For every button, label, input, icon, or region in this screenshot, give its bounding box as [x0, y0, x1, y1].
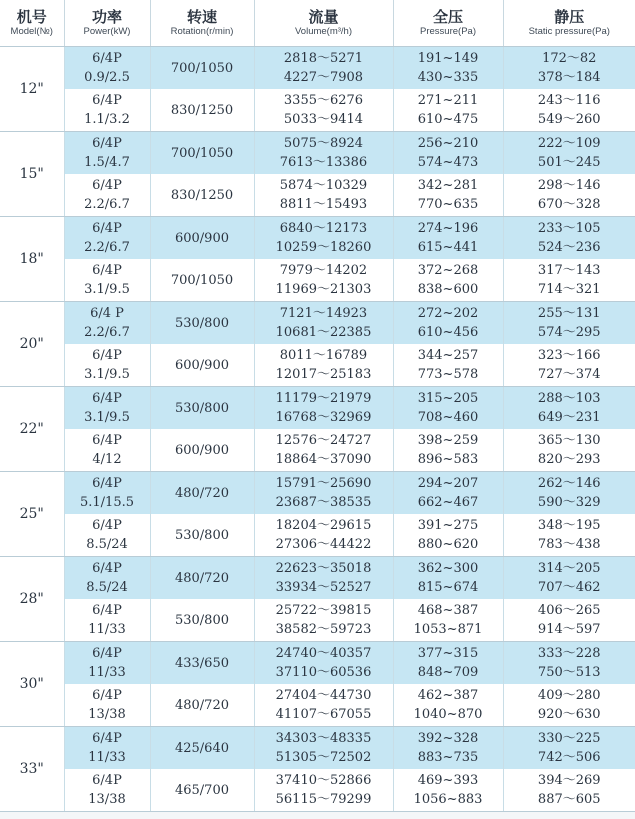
static-pressure-value: 727～374 [537, 367, 601, 382]
rotation-cell: 600/900 [150, 217, 254, 260]
rotation-cell: 480/720 [150, 557, 254, 600]
volume-value: 27306～44422 [275, 537, 372, 552]
power-value: 6/4P [92, 93, 122, 108]
header-pressure: 全压 Pressure(Pa) [393, 0, 503, 47]
volume-value: 15791～25690 [275, 476, 372, 491]
volume-value: 12576～24727 [275, 433, 372, 448]
table-row [0, 642, 635, 685]
static-pressure-value: 243～116 [537, 93, 601, 108]
static-pressure-cell [503, 429, 635, 472]
volume-value: 11179～21979 [275, 391, 372, 406]
static-pressure-cell [503, 472, 635, 515]
volume-value: 7979～14202 [279, 263, 368, 278]
static-pressure-value: 409～280 [537, 688, 601, 703]
power-cell [64, 769, 150, 812]
volume-value: 10681～22385 [275, 325, 372, 340]
power-value: 6/4P [92, 731, 122, 746]
power-cell [64, 727, 150, 770]
model-cell: 20" [0, 302, 64, 387]
power-value: 6/4P [92, 136, 122, 151]
pressure-value: 1056~883 [413, 792, 483, 807]
static-pressure-value: 820～293 [537, 452, 601, 467]
static-pressure-cell [503, 684, 635, 727]
pressure-value: 398~259 [417, 433, 479, 448]
pressure-value: 391~275 [417, 518, 479, 533]
volume-value: 6840～12173 [279, 221, 368, 236]
static-pressure-value: 574～295 [537, 325, 601, 340]
rotation-cell: 700/1050 [150, 132, 254, 175]
table-row [0, 47, 635, 90]
power-cell [64, 642, 150, 685]
power-cell [64, 514, 150, 557]
power-cell [64, 132, 150, 175]
power-value: 6/4P [92, 646, 122, 661]
volume-value: 4227～7908 [283, 70, 364, 85]
power-value: 13/38 [88, 707, 126, 722]
pressure-value: 294~207 [417, 476, 479, 491]
static-pressure-value: 750～513 [537, 665, 601, 680]
static-pressure-value: 590～329 [537, 495, 601, 510]
pressure-cell [393, 599, 503, 642]
pressure-value: 770~635 [417, 197, 479, 212]
table-header [0, 0, 635, 47]
volume-value: 37110～60536 [275, 665, 372, 680]
volume-cell [254, 302, 393, 345]
power-value: 6/4P [92, 688, 122, 703]
power-value: 8.5/24 [86, 580, 128, 595]
pressure-cell [393, 217, 503, 260]
volume-cell [254, 684, 393, 727]
static-pressure-cell [503, 259, 635, 302]
static-pressure-cell [503, 217, 635, 260]
pressure-value: 880~620 [417, 537, 479, 552]
pressure-cell [393, 47, 503, 90]
power-value: 5.1/15.5 [80, 495, 134, 510]
rotation-cell: 530/800 [150, 599, 254, 642]
header-power: 功率 Power(kW) [64, 0, 150, 47]
pressure-value: 662~467 [417, 495, 479, 510]
static-pressure-cell [503, 174, 635, 217]
power-value: 6/4P [92, 476, 122, 491]
static-pressure-value: 707～462 [537, 580, 601, 595]
table-row [0, 174, 635, 217]
table-row [0, 557, 635, 600]
rotation-cell: 425/640 [150, 727, 254, 770]
static-pressure-cell [503, 344, 635, 387]
table-body [0, 47, 635, 812]
pressure-cell [393, 259, 503, 302]
volume-cell [254, 642, 393, 685]
volume-value: 27404～44730 [275, 688, 372, 703]
static-pressure-value: 887～605 [537, 792, 601, 807]
table-row [0, 259, 635, 302]
power-value: 6/4P [92, 348, 122, 363]
power-cell [64, 472, 150, 515]
volume-cell [254, 217, 393, 260]
pressure-cell [393, 557, 503, 600]
volume-value: 24740～40357 [275, 646, 372, 661]
pressure-cell [393, 472, 503, 515]
pressure-value: 272~202 [417, 306, 479, 321]
power-value: 11/33 [88, 665, 126, 680]
pressure-cell [393, 684, 503, 727]
volume-value: 37410～52866 [275, 773, 372, 788]
volume-cell [254, 514, 393, 557]
model-cell: 33" [0, 727, 64, 812]
pressure-value: 430~335 [417, 70, 479, 85]
pressure-value: 468~387 [417, 603, 479, 618]
power-cell [64, 599, 150, 642]
power-cell [64, 302, 150, 345]
power-cell [64, 89, 150, 132]
static-pressure-value: 323～166 [537, 348, 601, 363]
volume-cell [254, 344, 393, 387]
static-pressure-value: 317～143 [537, 263, 601, 278]
model-cell: 15" [0, 132, 64, 217]
pressure-cell [393, 429, 503, 472]
model-cell: 18" [0, 217, 64, 302]
volume-cell [254, 89, 393, 132]
static-pressure-value: 394～269 [537, 773, 601, 788]
power-value: 11/33 [88, 750, 126, 765]
rotation-cell: 530/800 [150, 514, 254, 557]
power-cell [64, 259, 150, 302]
static-pressure-value: 330～225 [537, 731, 601, 746]
static-pressure-value: 288～103 [537, 391, 601, 406]
power-value: 6/4P [92, 518, 122, 533]
static-pressure-cell [503, 557, 635, 600]
rotation-cell: 830/1250 [150, 89, 254, 132]
static-pressure-value: 670～328 [537, 197, 601, 212]
pressure-cell [393, 132, 503, 175]
pressure-value: 896~583 [417, 452, 479, 467]
table-row [0, 302, 635, 345]
header-model: 机号 Model(№) [0, 0, 64, 47]
pressure-value: 773~578 [417, 367, 479, 382]
table-row [0, 514, 635, 557]
table-row [0, 599, 635, 642]
table-row [0, 387, 635, 430]
pressure-value: 469~393 [417, 773, 479, 788]
volume-value: 10259～18260 [275, 240, 372, 255]
pressure-value: 256~210 [417, 136, 479, 151]
pressure-value: 377~315 [417, 646, 479, 661]
pressure-value: 838~600 [417, 282, 479, 297]
pressure-value: 574~473 [417, 155, 479, 170]
volume-cell [254, 387, 393, 430]
pressure-cell [393, 514, 503, 557]
power-value: 11/33 [88, 622, 126, 637]
pressure-value: 274~196 [417, 221, 479, 236]
static-pressure-cell [503, 132, 635, 175]
static-pressure-value: 914～597 [537, 622, 601, 637]
static-pressure-value: 549～260 [537, 112, 601, 127]
table-row [0, 132, 635, 175]
power-value: 2.2/6.7 [84, 197, 130, 212]
static-pressure-value: 348～195 [537, 518, 601, 533]
pressure-cell [393, 727, 503, 770]
static-pressure-value: 649～231 [537, 410, 601, 425]
volume-value: 2818～5271 [283, 51, 364, 66]
pressure-value: 315~205 [417, 391, 479, 406]
static-pressure-value: 314～205 [537, 561, 601, 576]
rotation-cell: 700/1050 [150, 259, 254, 302]
power-cell [64, 684, 150, 727]
static-pressure-value: 172～82 [542, 51, 597, 66]
power-value: 6/4 P [90, 306, 124, 321]
static-pressure-cell [503, 89, 635, 132]
pressure-value: 815~674 [417, 580, 479, 595]
static-pressure-cell [503, 302, 635, 345]
volume-value: 22623～35018 [275, 561, 372, 576]
power-value: 8.5/24 [86, 537, 128, 552]
power-cell [64, 344, 150, 387]
pressure-cell [393, 387, 503, 430]
pressure-cell [393, 174, 503, 217]
pressure-value: 1040~870 [413, 707, 483, 722]
header-rotation: 转速 Rotation(r/min) [150, 0, 254, 47]
power-value: 6/4P [92, 433, 122, 448]
volume-value: 8011～16789 [279, 348, 368, 363]
volume-value: 18204～29615 [275, 518, 372, 533]
static-pressure-value: 378～184 [537, 70, 601, 85]
volume-value: 3355～6276 [283, 93, 364, 108]
static-pressure-cell [503, 47, 635, 90]
power-cell [64, 217, 150, 260]
rotation-cell: 830/1250 [150, 174, 254, 217]
model-cell: 30" [0, 642, 64, 727]
pressure-value: 610~475 [417, 112, 479, 127]
power-value: 6/4P [92, 221, 122, 236]
model-cell: 28" [0, 557, 64, 642]
power-cell [64, 429, 150, 472]
static-pressure-value: 524～236 [537, 240, 601, 255]
rotation-cell: 700/1050 [150, 47, 254, 90]
volume-cell [254, 132, 393, 175]
volume-value: 51305～72502 [275, 750, 372, 765]
power-value: 3.1/9.5 [84, 367, 130, 382]
static-pressure-value: 501～245 [537, 155, 601, 170]
static-pressure-value: 783～438 [537, 537, 601, 552]
power-value: 1.1/3.2 [84, 112, 130, 127]
power-value: 6/4P [92, 263, 122, 278]
static-pressure-cell [503, 727, 635, 770]
power-cell [64, 47, 150, 90]
power-value: 6/4P [92, 178, 122, 193]
static-pressure-cell [503, 642, 635, 685]
volume-value: 16768～32969 [275, 410, 372, 425]
volume-cell [254, 557, 393, 600]
model-cell: 25" [0, 472, 64, 557]
pressure-value: 610~456 [417, 325, 479, 340]
volume-value: 11969～21303 [275, 282, 372, 297]
pressure-value: 462~387 [417, 688, 479, 703]
volume-value: 5033～9414 [283, 112, 364, 127]
power-value: 4/12 [92, 452, 122, 467]
static-pressure-cell [503, 599, 635, 642]
power-value: 6/4P [92, 603, 122, 618]
static-pressure-value: 742～506 [537, 750, 601, 765]
pressure-cell [393, 769, 503, 812]
power-value: 3.1/9.5 [84, 410, 130, 425]
rotation-cell: 480/720 [150, 472, 254, 515]
power-value: 13/38 [88, 792, 126, 807]
volume-value: 18864～37090 [275, 452, 372, 467]
pressure-value: 362~300 [417, 561, 479, 576]
volume-value: 7613～13386 [279, 155, 368, 170]
static-pressure-cell [503, 514, 635, 557]
pressure-value: 708~460 [417, 410, 479, 425]
power-value: 6/4P [92, 51, 122, 66]
volume-value: 7121～14923 [279, 306, 368, 321]
pressure-value: 372~268 [417, 263, 479, 278]
power-value: 6/4P [92, 561, 122, 576]
pressure-value: 342~281 [417, 178, 479, 193]
header-volume: 流量 Volume(m³/h) [254, 0, 393, 47]
table-row [0, 769, 635, 812]
table-row [0, 727, 635, 770]
model-cell: 12" [0, 47, 64, 132]
table-row [0, 684, 635, 727]
volume-value: 25722～39815 [275, 603, 372, 618]
pressure-cell [393, 344, 503, 387]
pressure-cell [393, 642, 503, 685]
table-row [0, 89, 635, 132]
pressure-value: 883~735 [417, 750, 479, 765]
pressure-value: 392~328 [417, 731, 479, 746]
rotation-cell: 480/720 [150, 684, 254, 727]
pressure-value: 615~441 [417, 240, 479, 255]
power-value: 2.2/6.7 [84, 240, 130, 255]
power-value: 6/4P [92, 391, 122, 406]
static-pressure-value: 365～130 [537, 433, 601, 448]
power-value: 6/4P [92, 773, 122, 788]
static-pressure-value: 262～146 [537, 476, 601, 491]
volume-value: 56115～79299 [275, 792, 372, 807]
model-cell: 22" [0, 387, 64, 472]
rotation-cell: 600/900 [150, 429, 254, 472]
volume-value: 5874～10329 [279, 178, 368, 193]
power-value: 0.9/2.5 [84, 70, 130, 85]
volume-cell [254, 599, 393, 642]
volume-cell [254, 174, 393, 217]
rotation-cell: 465/700 [150, 769, 254, 812]
static-pressure-value: 714～321 [537, 282, 601, 297]
static-pressure-value: 298～146 [537, 178, 601, 193]
volume-value: 12017～25183 [275, 367, 372, 382]
volume-value: 33934～52527 [275, 580, 372, 595]
pressure-value: 1053~871 [413, 622, 483, 637]
power-value: 3.1/9.5 [84, 282, 130, 297]
pressure-value: 848~709 [417, 665, 479, 680]
power-value: 1.5/4.7 [84, 155, 130, 170]
pressure-value: 191~149 [417, 51, 479, 66]
table-row [0, 472, 635, 515]
rotation-cell: 530/800 [150, 387, 254, 430]
volume-value: 41107～67055 [275, 707, 372, 722]
static-pressure-value: 222～109 [537, 136, 601, 151]
pressure-cell [393, 302, 503, 345]
static-pressure-value: 255～131 [537, 306, 601, 321]
header-static-pressure: 静压 Static pressure(Pa) [503, 0, 635, 47]
rotation-cell: 433/650 [150, 642, 254, 685]
static-pressure-value: 920～630 [537, 707, 601, 722]
power-cell [64, 387, 150, 430]
power-value: 2.2/6.7 [84, 325, 130, 340]
static-pressure-value: 333～228 [537, 646, 601, 661]
volume-value: 5075～8924 [283, 136, 364, 151]
pressure-value: 344~257 [417, 348, 479, 363]
volume-cell [254, 727, 393, 770]
power-cell [64, 174, 150, 217]
volume-value: 38582～59723 [275, 622, 372, 637]
volume-value: 23687～38535 [275, 495, 372, 510]
table-row [0, 344, 635, 387]
static-pressure-value: 233～105 [537, 221, 601, 236]
pressure-cell [393, 89, 503, 132]
static-pressure-cell [503, 769, 635, 812]
table-row [0, 429, 635, 472]
volume-cell [254, 769, 393, 812]
static-pressure-value: 406～265 [537, 603, 601, 618]
static-pressure-cell [503, 387, 635, 430]
pressure-value: 271~211 [417, 93, 479, 108]
volume-value: 34303～48335 [275, 731, 372, 746]
power-cell [64, 557, 150, 600]
volume-cell [254, 259, 393, 302]
table-row [0, 217, 635, 260]
volume-cell [254, 47, 393, 90]
rotation-cell: 530/800 [150, 302, 254, 345]
volume-value: 8811～15493 [279, 197, 368, 212]
rotation-cell: 600/900 [150, 344, 254, 387]
volume-cell [254, 429, 393, 472]
volume-cell [254, 472, 393, 515]
